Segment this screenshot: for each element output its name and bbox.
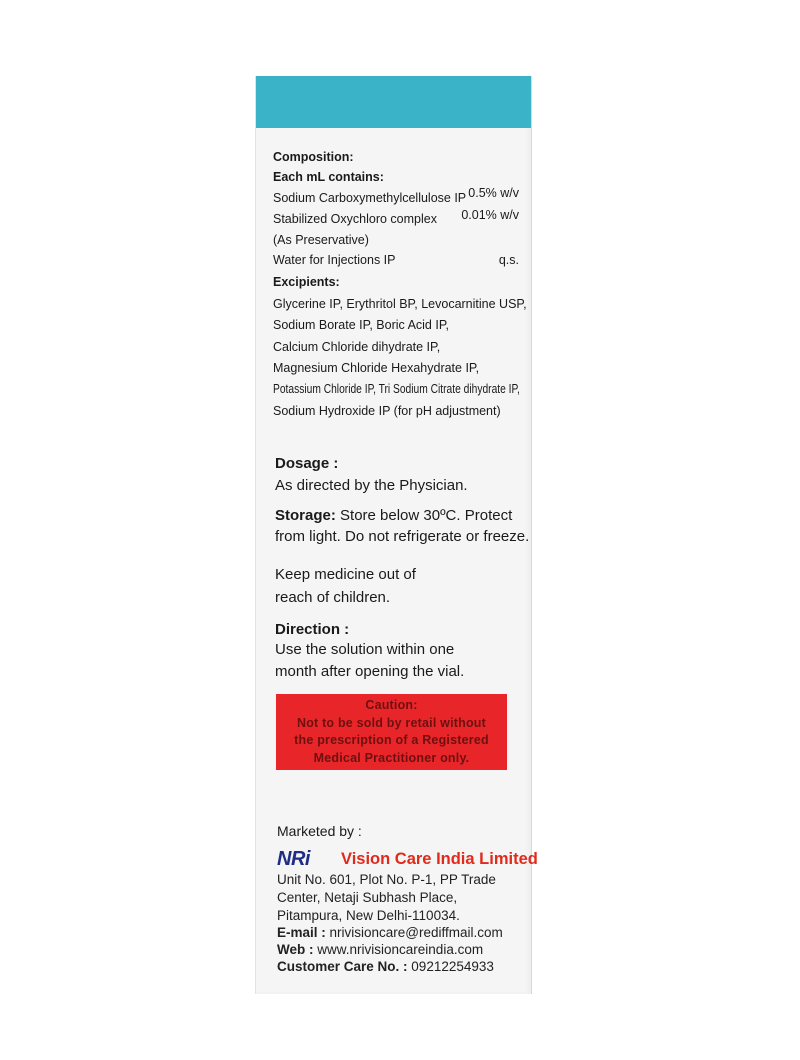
- caution-line: Medical Practitioner only.: [313, 750, 470, 765]
- direction-heading: Direction :: [275, 621, 350, 638]
- storage-text: from light. Do not refrigerate or freeze.: [275, 528, 530, 545]
- keep-out-text: reach of children.: [275, 589, 391, 606]
- composition-item-name: (As Preservative): [273, 233, 369, 247]
- product-label-panel: [255, 76, 538, 994]
- excipient-line: Sodium Hydroxide IP (for pH adjustment): [273, 404, 501, 418]
- storage-line: [275, 507, 512, 524]
- company-name: Vision Care India Limited: [341, 850, 538, 868]
- caution-title: Caution:: [365, 698, 418, 712]
- dosage-text: As directed by the Physician.: [275, 477, 468, 494]
- composition-item-name: Water for Injections IP: [273, 253, 396, 267]
- email-label: E-mail :: [277, 925, 326, 940]
- direction-text: Use the solution within one: [275, 641, 455, 658]
- web-label: Web :: [277, 942, 314, 957]
- dosage-heading: Dosage :: [275, 455, 339, 472]
- composition-item-amount: 0.01% w/v: [461, 208, 519, 222]
- caution-line: Not to be sold by retail without: [296, 715, 487, 730]
- nri-logo: NRi: [277, 848, 310, 870]
- excipient-line: Sodium Borate IP, Boric Acid IP,: [273, 318, 450, 332]
- composition-item-amount: q.s.: [498, 253, 519, 267]
- web-line: [277, 942, 483, 957]
- storage-text: Store below 30ºC. Protect: [340, 507, 513, 524]
- excipients-heading: Excipients:: [273, 275, 340, 289]
- email-value[interactable]: nrivisioncare@rediffmail.com: [329, 925, 503, 940]
- keep-out-text: Keep medicine out of: [275, 566, 416, 583]
- composition-heading: Composition:: [273, 150, 354, 164]
- email-line: [277, 925, 503, 940]
- composition-item-amount: 0.5% w/v: [468, 186, 519, 200]
- excipient-line: Calcium Chloride dihydrate IP,: [273, 340, 441, 354]
- excipient-line: Glycerine IP, Erythritol BP, Levocarnitine USP,: [273, 297, 527, 311]
- storage-heading: Storage:: [275, 507, 336, 524]
- customer-care-value: 09212254933: [411, 959, 494, 974]
- address-line: Pitampura, New Delhi-110034.: [277, 908, 460, 923]
- caution-line: the prescription of a Registered: [294, 733, 489, 747]
- composition-item-name: Stabilized Oxychloro complex: [273, 212, 437, 226]
- excipient-line: Potassium Chloride IP, Tri Sodium Citrate dihydrate IP,: [273, 382, 520, 396]
- top-color-band: [256, 76, 531, 128]
- web-value[interactable]: www.nrivisioncareindia.com: [317, 942, 484, 957]
- customer-care-line: [277, 959, 494, 974]
- address-line: Unit No. 601, Plot No. P-1, PP Trade: [277, 872, 496, 887]
- customer-care-label: Customer Care No. :: [277, 959, 408, 974]
- direction-text: month after opening the vial.: [275, 663, 465, 680]
- composition-item-name: Sodium Carboxymethylcellulose IP: [273, 191, 467, 205]
- address-line: Center, Netaji Subhash Place,: [277, 890, 458, 905]
- marketed-by-label: Marketed by :: [277, 823, 362, 839]
- composition-subheading: Each mL contains:: [273, 170, 384, 184]
- excipient-line: Magnesium Chloride Hexahydrate IP,: [273, 361, 480, 375]
- caution-box: [276, 694, 507, 770]
